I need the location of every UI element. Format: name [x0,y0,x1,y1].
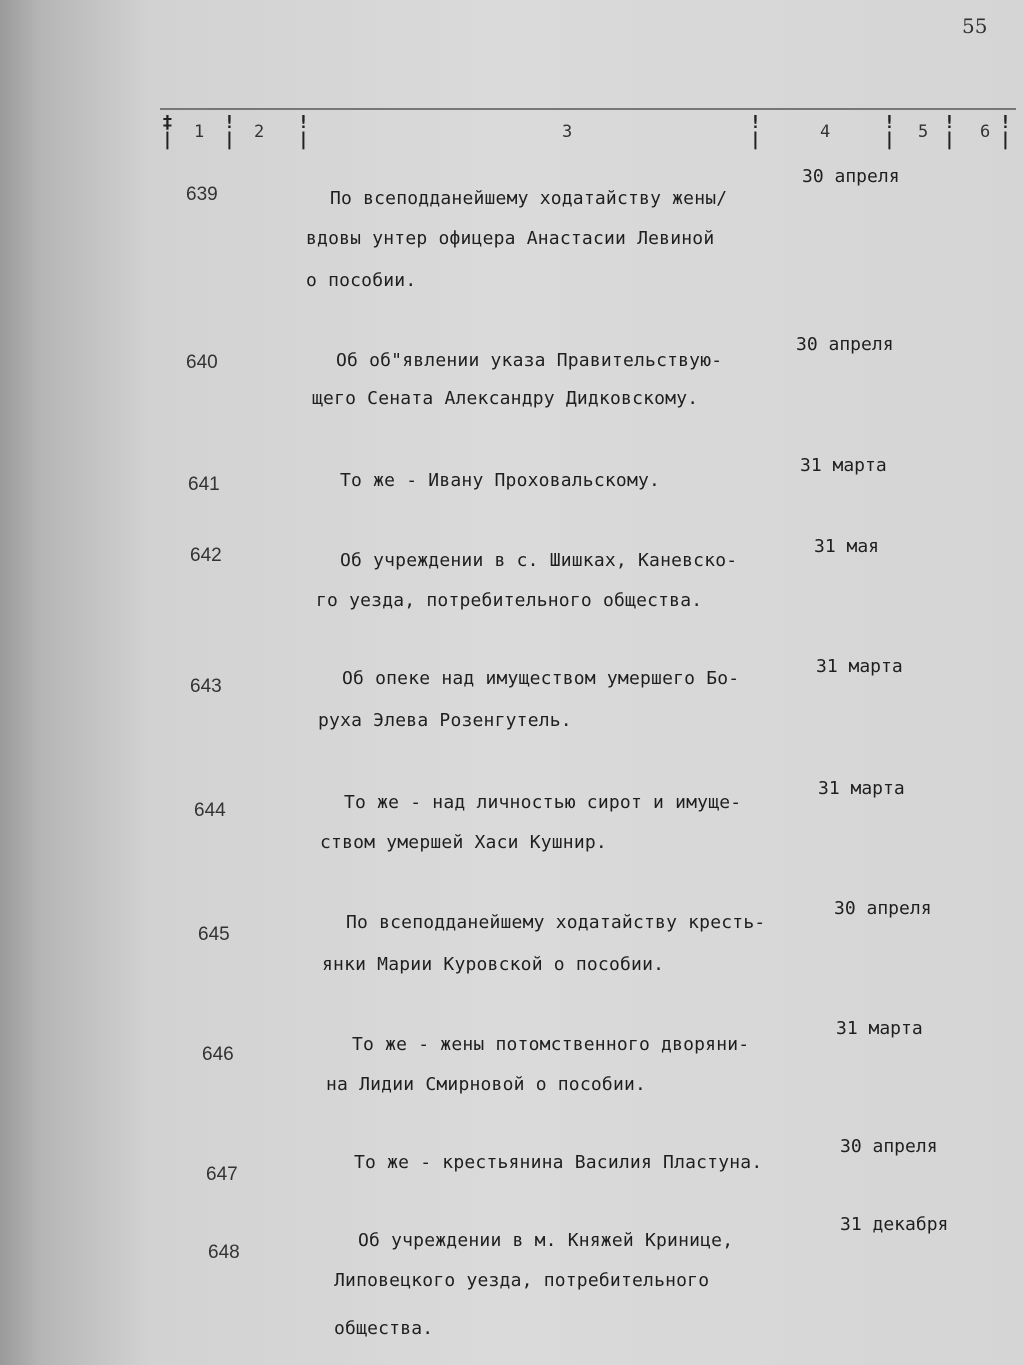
entry-text: Об учреждении в с. Шишках, Каневско- [340,550,738,571]
entry-text: То же - Ивану Проховальскому. [340,470,661,491]
entry-number: 642 [190,545,222,566]
column-header-5: 5 [918,122,929,142]
entry-text: То же - жены потомственного дворяни- [352,1034,750,1055]
page-number: 55 [962,14,988,38]
entry-date: 30 апреля [796,334,894,355]
column-separator: ! | [944,112,955,150]
entry-date: 31 декабря [840,1214,949,1235]
entry-date: 31 марта [800,455,887,476]
entry-date: 30 апреля [834,898,932,919]
entry-date: 31 марта [836,1018,923,1039]
entry-date: 30 апреля [802,166,900,187]
entry-number: 640 [186,352,218,373]
table-header [160,108,1016,154]
entry-text: о пособии. [306,270,417,291]
column-separator: ! | [298,112,309,150]
entry-number: 639 [186,184,218,205]
column-header-6: 6 [980,122,991,142]
column-separator: ‡ | [162,112,173,150]
entry-text: Об учреждении в м. Княжей Кринице, [358,1230,734,1251]
column-separator: ! | [224,112,235,150]
entry-text: По всеподданейшему ходатайству кресть- [346,912,766,933]
entry-text: ством умершей Хаси Кушнир. [320,832,607,853]
entry-text: Об об"явлении указа Правительствую- [336,350,723,371]
entry-number: 643 [190,676,222,697]
entry-text: Липовецкого уезда, потребительного [334,1270,710,1291]
entry-text: щего Сената Александру Дидковскому. [312,388,699,409]
entry-date: 31 марта [816,656,903,677]
entry-text: руха Элева Розенгутель. [318,710,572,731]
entry-text: По всеподданейшему ходатайству жены/ [330,188,728,209]
entry-number: 646 [202,1044,234,1065]
entry-number: 647 [206,1164,238,1185]
entry-text: общества. [334,1318,434,1339]
bleed-through-text [370,300,381,321]
entry-number: 648 [208,1242,240,1263]
column-separator: ! | [750,112,761,150]
column-separator: ! | [1000,112,1011,150]
entry-text: вдовы унтер офицера Анастасии Левиной [306,228,715,249]
entry-text: То же - над личностью сирот и имуще- [344,792,742,813]
entry-text: То же - крестьянина Василия Пластуна. [354,1152,763,1173]
column-header-1: 1 [194,122,205,142]
column-header-3: 3 [562,122,573,142]
entry-text: янки Марии Куровской о пособии. [322,954,665,975]
entry-text: на Лидии Смирновой о пособии. [326,1074,647,1095]
column-header-4: 4 [820,122,831,142]
entry-text: Об опеке над имуществом умершего Бо- [342,668,740,689]
entry-date: 31 марта [818,778,905,799]
entry-date: 30 апреля [840,1136,938,1157]
entry-text: го уезда, потребительного общества. [316,590,703,611]
column-header-2: 2 [254,122,265,142]
entry-number: 641 [188,474,220,495]
entry-date: 31 мая [814,536,880,557]
entry-number: 644 [194,800,226,821]
column-separator: ! | [884,112,895,150]
entry-number: 645 [198,924,230,945]
